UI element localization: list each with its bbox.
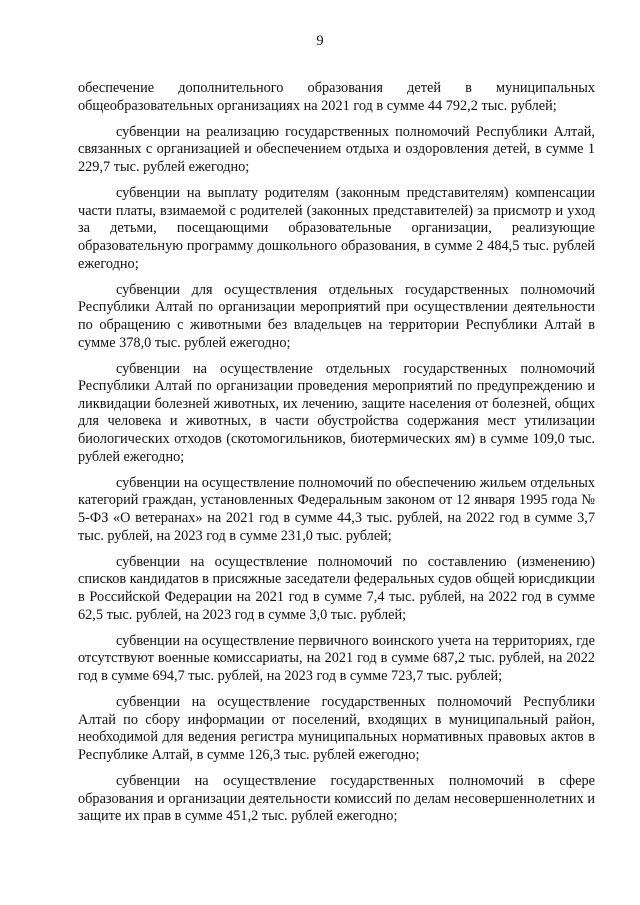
document-body <box>78 80 595 835</box>
paragraph: субвенции на реализацию государственных полномочий Республики Алтай, связанных с организацией и обеспечением отдыха и оздоровления детей, в сумме 1 229,7 тыс. рублей ежегодно; <box>78 123 595 175</box>
paragraph: субвенции на выплату родителям (законным представителям) компенсации части платы, взимаемой с родителей (законных представителей) за присмотр и уход за детьми, посещающими образовательные организации, реализующие образовательную программу дошкольного образования, в сумме 2 484,5 тыс. рублей ежегодно; <box>78 185 595 272</box>
paragraph: субвенции для осуществления отдельных государственных полномочий Республики Алтай по организации мероприятий при осуществлении деятельности по обращению с животными без владельцев на территории Республики Алтай в сумме 378,0 тыс. рублей ежегодно; <box>78 281 595 351</box>
paragraph: субвенции на осуществление первичного воинского учета на территориях, где отсутствуют военные комиссариаты, на 2021 год в сумме 687,2 тыс. рублей, на 2022 год в сумме 694,7 тыс. рублей, на 2023 год в сумме 723,7 тыс. рублей; <box>78 632 595 684</box>
paragraph: субвенции на осуществление государственных полномочий в сфере образования и организации деятельности комиссий по делам несовершеннолетних и защите их прав в сумме 451,2 тыс. рублей ежегодно; <box>78 773 595 825</box>
page-number: 9 <box>316 33 324 49</box>
paragraph: субвенции на осуществление полномочий по обеспечению жильем отдельных категорий граждан, установленных Федеральным законом от 12 января 1995 года № 5-ФЗ «О ветеранах» на 2021 год в сумме 44,3 тыс. рублей, на 2022 год в сумме 3,7 тыс. рублей, на 2023 год в сумме 231,0 тыс. рублей; <box>78 474 595 544</box>
paragraph: субвенции на осуществление отдельных государственных полномочий Республики Алтай по организации проведения мероприятий по предупреждению и ликвидации болезней животных, их лечению, защите населения от болезней, общих для человека и животных, в части обустройства содержания мест утилизации биологических отходов (скотомогильников, биотермических ям) в сумме 109,0 тыс. рублей ежегодно; <box>78 360 595 465</box>
paragraph: субвенции на осуществление государственных полномочий Республики Алтай по сбору информации от поселений, входящих в муниципальный район, необходимой для ведения регистра муниципальных нормативных правовых актов в Республике Алтай, в сумме 126,3 тыс. рублей ежегодно; <box>78 694 595 763</box>
paragraph-continuation: обеспечение дополнительного образования детей в муниципальных общеобразовательных организациях на 2021 год в сумме 44 792,2 тыс. рублей; <box>78 80 595 114</box>
paragraph: субвенции на осуществление полномочий по составлению (изменению) списков кандидатов в присяжные заседатели федеральных судов общей юрисдикции в Российской Федерации на 2021 год в сумме 7,4 тыс. рублей, на 2022 год в сумме 62,5 тыс. рублей, на 2023 год в сумме 3,0 тыс. рублей; <box>78 553 595 623</box>
